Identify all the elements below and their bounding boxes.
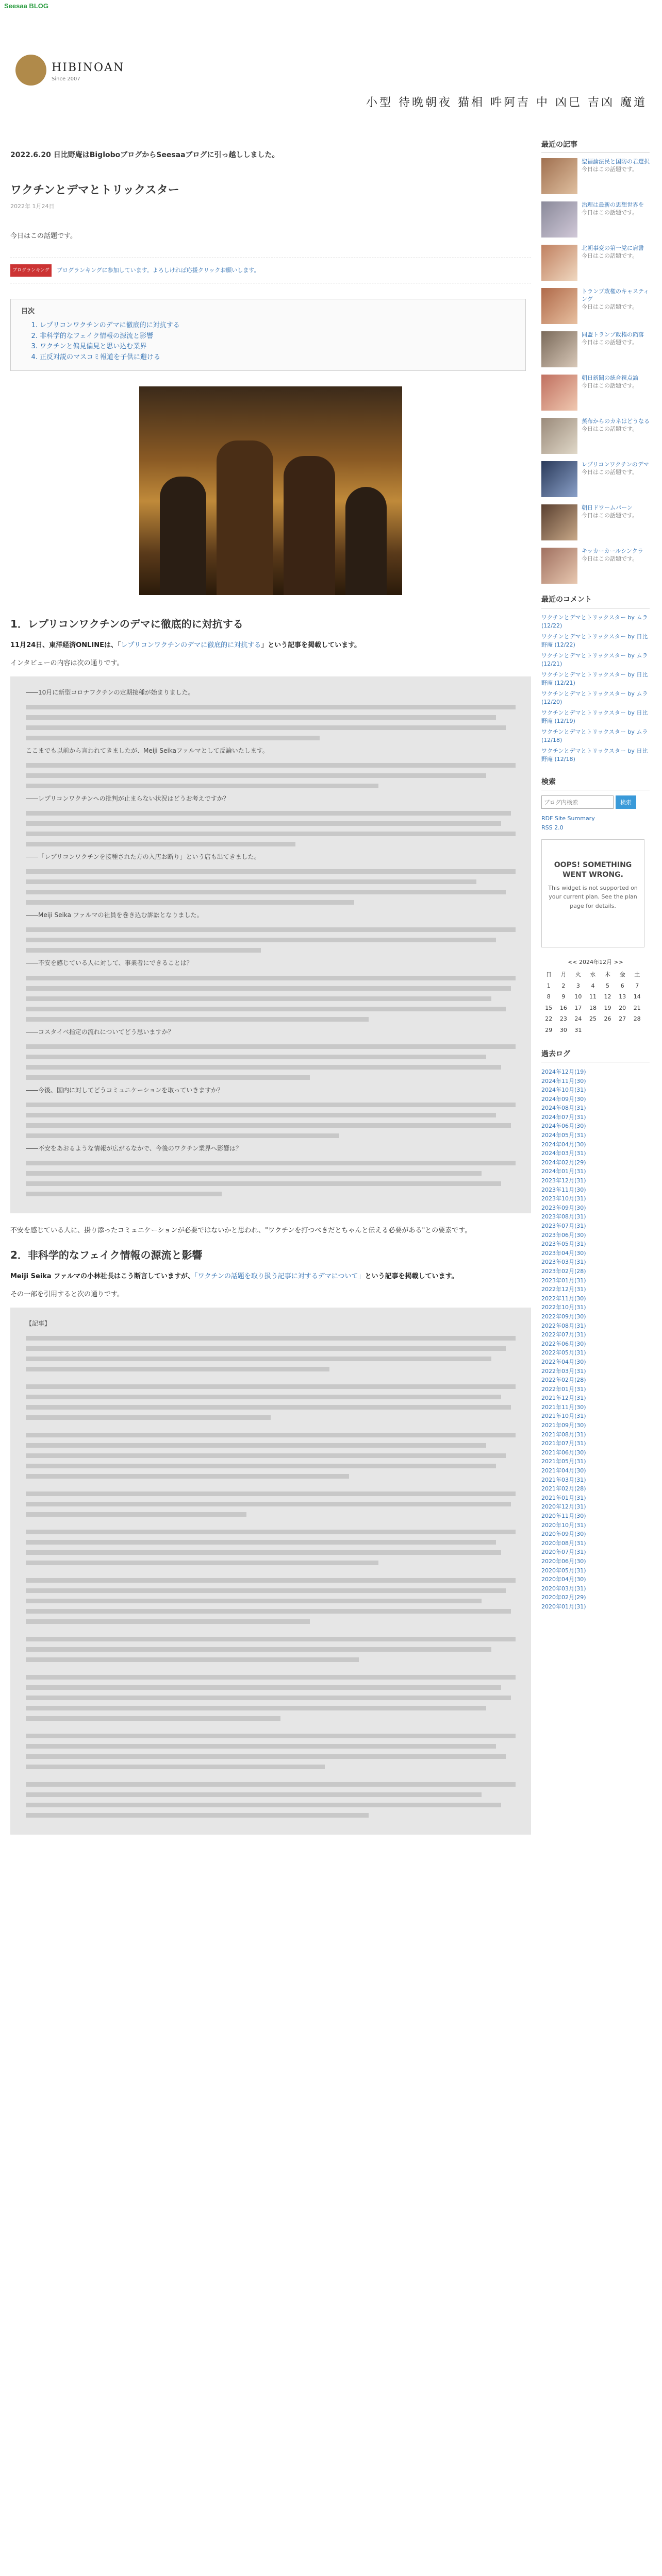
section2-lead2: その一部を引用すると次の通りです。 [10,1290,124,1298]
recent-post-excerpt: 今日はこの話題です。 [582,512,638,519]
seesaa-brand[interactable]: Seesaa BLOG [4,2,48,10]
ranking-banner[interactable] [10,258,531,283]
recent-post[interactable] [541,548,650,584]
toc-item[interactable]: 4. 正反対説のマスコミ報道を子供に避ける [40,352,515,363]
quote-question: ――Meiji Seika ファルマの社員を巻き込む訴訟となりました。 [26,911,203,919]
blog-logo[interactable] [15,53,125,89]
calendar-day[interactable]: 14 [633,993,641,1001]
archive-link[interactable]: 2021年01月(31) [541,1494,586,1501]
calendar-weekday: 土 [634,971,640,978]
section2-article-link[interactable]: 「ワクチンの話題を取り扱う記事に対するデマについて」 [194,1273,365,1281]
recent-post-thumbnail[interactable] [541,288,577,324]
calendar-day[interactable]: 7 [635,982,639,989]
calendar-day [600,1025,615,1036]
recent-comments [541,614,650,764]
search-heading: 検索 [541,776,650,790]
recent-post-title[interactable]: レプリコンワクチンのデマ [582,461,649,468]
archive-link[interactable]: 2022年12月(31) [541,1286,586,1293]
recent-post[interactable] [541,331,650,367]
comment-link[interactable]: ワクチンとデマとトリックスター by ムラ (12/22) [541,614,648,630]
archive-link[interactable]: 2024年04月(30) [541,1141,586,1148]
quote-question: ここまでも以前から言われてきましたが、Meiji Seikaファルマとして反論いたします。 [26,747,269,754]
archive-link[interactable]: 2024年09月(30) [541,1095,586,1103]
archive-link[interactable]: 2023年03月(31) [541,1259,586,1266]
archive-link[interactable]: 2020年09月(30) [541,1531,586,1538]
calendar-day[interactable]: 23 [559,1015,567,1023]
recent-post-title[interactable]: トランプ政権のキャスティング [582,288,649,303]
archive-link[interactable]: 2023年02月(28) [541,1267,586,1275]
archive-link[interactable]: 2023年06月(30) [541,1231,586,1239]
archive-link[interactable]: 2021年04月(30) [541,1467,586,1475]
post-hero-image [139,386,402,595]
calendar-day[interactable]: 1 [547,982,551,989]
comment-link[interactable]: ワクチンとデマとトリックスター by ムラ (12/21) [541,652,648,668]
recent-post[interactable] [541,375,650,411]
archive-link[interactable]: 2021年10月(31) [541,1413,586,1420]
toc-item[interactable]: 3. ワクチンと偏見偏見と思い込む業界 [40,342,515,352]
quote-question: ――不安を感じている人に対して、事業者にできることは？ [26,959,193,967]
archive-link[interactable]: 2020年07月(31) [541,1549,586,1556]
archive-link[interactable]: 2020年05月(31) [541,1567,586,1574]
archive-link[interactable]: 2022年07月(31) [541,1331,586,1338]
section1-lead-prefix: 11月24日、東洋経済ONLINEは、「 [10,641,121,649]
calendar-weekday: 木 [605,971,611,978]
calendar-day[interactable]: 2 [561,982,566,989]
calendar-day [586,1025,601,1036]
archive-link[interactable]: 2022年03月(31) [541,1367,586,1375]
archive-link[interactable]: 2022年04月(30) [541,1358,586,1365]
unsupported-widget [541,839,644,947]
archive-link[interactable]: 2022年02月(28) [541,1377,586,1384]
calendar-day [630,1025,644,1036]
archive-link[interactable]: 2023年04月(30) [541,1249,586,1257]
calendar-day[interactable]: 4 [591,982,595,989]
ranking-text-link[interactable]: ブログランキングに参加しています。よろしければ応援クリックお願いします。 [57,267,260,274]
toc-item[interactable]: 1. レプリコンワクチンのデマに徹底的に対抗する [40,320,515,331]
calendar-weekday: 金 [619,971,625,978]
calendar-day[interactable]: 9 [561,993,566,1001]
blog-header [0,11,662,109]
quote-question: ――今後、国内に対してどうコミュニケーションを取っていきますか？ [26,1086,224,1094]
table-of-contents [10,299,526,371]
quote-question: ――不安をあおるような情報が広がるなかで、今後のワクチン業界へ影響は？ [26,1145,242,1153]
recent-post-excerpt: 今日はこの話題です。 [582,426,638,433]
archive-link[interactable]: 2022年08月(31) [541,1322,586,1329]
archive-list [541,1067,650,1612]
calendar-day[interactable]: 15 [545,1004,553,1011]
archive-link[interactable]: 2022年10月(31) [541,1304,586,1311]
recent-post-excerpt: 今日はこの話題です。 [582,555,638,563]
comment-link[interactable]: ワクチンとデマとトリックスター by 日比野庵 (12/18) [541,747,648,763]
calendar-day[interactable]: 12 [604,993,611,1001]
calendar-weekday: 水 [590,971,596,978]
calendar-day[interactable]: 11 [589,993,597,1001]
calendar-grid [541,969,644,1036]
recent-post[interactable] [541,245,650,281]
archive-link[interactable]: 2021年08月(31) [541,1431,586,1438]
calendar-day[interactable]: 28 [633,1015,641,1023]
archive-link[interactable]: 2020年12月(31) [541,1503,586,1511]
recent-post-thumbnail[interactable] [541,375,577,411]
main-content [10,139,531,1847]
archive-link[interactable]: 2021年09月(30) [541,1422,586,1429]
calendar-day[interactable]: 22 [545,1015,553,1023]
section2-quote [10,1308,531,1835]
recent-post-thumbnail[interactable] [541,158,577,194]
archive-link[interactable]: 2020年11月(30) [541,1513,586,1519]
archive-link[interactable]: 2024年07月(31) [541,1113,586,1121]
calendar-day[interactable]: 3 [576,982,580,989]
recent-post-title[interactable]: 蒸布からのカネはどうなる [582,418,650,425]
logo-mark-icon [15,55,46,86]
migration-notice: 2022.6.20 日比野庵はBigloboブログからSeesaaブログに引っ越ししました。 [10,151,279,159]
recent-post-excerpt: 今日はこの話題です。 [582,469,638,476]
quote-question: ――コスタイベ指定の流れについてどう思いますか？ [26,1028,174,1036]
archive-link[interactable]: 2021年07月(31) [541,1440,586,1447]
calendar-day[interactable]: 8 [547,993,551,1001]
calendar-day[interactable]: 6 [620,982,624,989]
archive-link[interactable]: 2022年06月(30) [541,1340,586,1347]
calendar-day[interactable]: 24 [574,1015,582,1023]
ranking-badge-icon[interactable]: ブログランキング [10,264,52,277]
recent-post-title[interactable]: 朝日ドワームパーン [582,504,633,512]
post-intro: 今日はこの話題です。 [10,232,77,241]
calendar-weekday: 月 [560,971,567,978]
calendar-day[interactable]: 16 [559,1004,567,1011]
post-title[interactable]: ワクチンとデマとトリックスター [10,184,179,197]
archive-link[interactable]: 2023年12月(31) [541,1177,586,1184]
hero-figure-shape [345,487,387,595]
comment-link[interactable]: ワクチンとデマとトリックスター by 日比野庵 (12/21) [541,671,648,687]
calendar-day[interactable]: 18 [589,1004,597,1011]
comment-link[interactable]: ワクチンとデマとトリックスター by ムラ (12/20) [541,690,648,706]
archive-link[interactable]: 2020年02月(29) [541,1594,586,1601]
archive-link[interactable]: 2024年11月(30) [541,1077,586,1084]
calendar-day[interactable]: 30 [559,1026,567,1033]
section2-lead-prefix: Meiji Seika ファルマの小林社長はこう断言していますが、 [10,1273,194,1281]
recent-post-thumbnail[interactable] [541,245,577,281]
calendar-day[interactable]: 17 [574,1004,582,1011]
archive-link[interactable]: 2023年07月(31) [541,1223,586,1229]
recent-post[interactable] [541,288,650,324]
logo-subtitle: Since 2007 [52,76,80,82]
hero-figure-shape [217,440,273,595]
comments-heading: 最近のコメント [541,594,650,608]
section1-article-link[interactable]: レプリコンワクチンのデマに徹底的に対抗する [121,641,261,649]
archive-link[interactable]: 2024年02月(29) [541,1159,586,1166]
blog-search [541,795,650,809]
calendar-day[interactable]: 21 [633,1004,641,1011]
calendar-day[interactable]: 5 [606,982,610,989]
recent-post-thumbnail[interactable] [541,504,577,540]
recent-post-thumbnail[interactable] [541,418,577,454]
calendar-weekday: 日 [545,971,552,978]
archive-link[interactable]: 2023年11月(30) [541,1186,586,1193]
section2-heading: 2．非科学的なフェイク情報の源流と影響 [10,1249,203,1262]
archive-link[interactable]: 2023年08月(31) [541,1213,586,1221]
comment-link[interactable]: ワクチンとデマとトリックスター by 日比野庵 (12/19) [541,709,648,725]
archive-link[interactable]: 2020年10月(31) [541,1521,586,1529]
calendar-day[interactable]: 26 [604,1015,611,1023]
archive-link[interactable]: 2023年05月(31) [541,1241,586,1248]
recent-post[interactable] [541,418,650,454]
archive-link[interactable]: 2020年08月(31) [541,1539,586,1547]
archive-link[interactable]: 2022年09月(30) [541,1313,586,1320]
recent-post-excerpt: 今日はこの話題です。 [582,382,638,389]
recent-post-thumbnail[interactable] [541,331,577,367]
archive-link[interactable]: 2023年01月(31) [541,1277,586,1284]
archive-link[interactable]: 2024年05月(31) [541,1132,586,1139]
calendar-day [615,1025,630,1036]
calendar-day[interactable]: 31 [574,1026,582,1033]
section1-heading: 1．レプリコンワクチンのデマに徹底的に対抗する [10,617,243,630]
recent-post-thumbnail[interactable] [541,548,577,584]
post-date: 2022年 1月24日 [10,202,55,210]
comment-link[interactable]: ワクチンとデマとトリックスター by 日比野庵 (12/22) [541,633,648,649]
hero-figure-shape [284,456,335,595]
section1-lead [10,640,531,651]
calendar-day[interactable]: 27 [619,1015,626,1023]
quote-question: ――「レプリコンワクチンを接種された方の入店お断り」という店も出てきました。 [26,853,260,861]
section1-lead2: インタビューの内容は次の通りです。 [10,659,124,667]
recent-post-title[interactable]: 治理は最新の思想世界を [582,201,644,209]
recent-post[interactable] [541,461,650,497]
archive-link[interactable]: 2020年01月(31) [541,1603,586,1610]
calendar-day[interactable]: 13 [619,993,626,1001]
section2-lead [10,1272,531,1282]
calendar-weekday: 火 [575,971,581,978]
recent-post-title[interactable]: 朝日新聞の統合視点論 [582,375,638,382]
calendar-day[interactable]: 19 [604,1004,611,1011]
rss2-link[interactable]: RSS 2.0 [541,824,564,831]
archive-link[interactable]: 2022年05月(31) [541,1349,586,1357]
recent-post-excerpt: 今日はこの話題です。 [582,339,638,346]
recent-posts-heading: 最近の記事 [541,139,650,153]
section1-after: 不安を感じている人に、掛り添ったコミュニケーションが必要ではないかと思われ、"ワクチンを打つべきだとちゃんと伝える必要がある"との要素です。 [10,1227,472,1235]
recent-post[interactable] [541,158,650,194]
recent-post-thumbnail[interactable] [541,201,577,238]
widget-error-title: OOPS! SOMETHING WENT WRONG. [554,861,632,879]
toc-item[interactable]: 2. 非科学的なフェイク情報の源流と影響 [40,331,515,342]
recent-post-title[interactable]: 同盟トランプ政権の陥落 [582,331,644,338]
calendar-day[interactable]: 25 [589,1015,597,1023]
archive-link[interactable]: 2022年11月(30) [541,1295,586,1302]
section1-lead-suffix: 」という記事を掲載しています。 [261,641,361,649]
recent-post-title[interactable]: 聖福論法民と国防の君選択 [582,158,650,165]
archive-link[interactable]: 2023年10月(31) [541,1195,586,1202]
archive-link[interactable]: 2024年06月(30) [541,1123,586,1130]
archive-link[interactable]: 2020年03月(31) [541,1585,586,1592]
recent-post-excerpt: 今日はこの話題です。 [582,252,638,260]
archive-link[interactable]: 2021年05月(31) [541,1458,586,1465]
archive-link[interactable]: 2021年06月(30) [541,1449,586,1456]
section2-quote-title: 【記事】 [26,1319,51,1327]
quote-question: ――10月に新型コロナワクチンの定期接種が始まりました。 [26,688,194,696]
section2-lead-suffix: という記事を掲載しています。 [365,1273,458,1281]
section1-quote [10,676,531,1214]
archive-link[interactable]: 2021年03月(31) [541,1476,586,1483]
calendar [541,958,650,1036]
logo-text: HIBINOAN [52,61,125,74]
recent-post[interactable] [541,201,650,238]
archive-link[interactable]: 2021年12月(31) [541,1395,586,1402]
recent-post[interactable] [541,504,650,540]
rdf-link[interactable]: RDF Site Summary [541,815,595,822]
archive-link[interactable]: 2023年09月(30) [541,1204,586,1211]
toc-title: 目次 [21,307,35,315]
quote-question: ――レプリコンワクチンへの批判が止まらない状況はどうお考えですか？ [26,794,229,802]
recent-post-title[interactable]: キッカーカールシンクラ [582,548,643,555]
comment-link[interactable]: ワクチンとデマとトリックスター by ムラ (12/18) [541,728,648,744]
archive-link[interactable]: 2021年02月(28) [541,1485,586,1493]
archive-link[interactable]: 2021年11月(30) [541,1403,586,1411]
archive-link[interactable]: 2020年06月(30) [541,1557,586,1565]
archive-heading: 過去ログ [541,1048,650,1062]
archive-link[interactable]: 2024年03月(31) [541,1150,586,1157]
recent-post-excerpt: 今日はこの話題です。 [582,303,638,311]
archive-link[interactable]: 2024年08月(31) [541,1105,586,1112]
calendar-day[interactable]: 20 [619,1004,626,1011]
widget-error-text: This widget is not supported on your current plan. See the plan page for details. [548,884,638,909]
calendar-day[interactable]: 10 [574,993,582,1001]
recent-post-title[interactable]: 北朝事変の第一党に肩書 [582,245,644,252]
recent-post-thumbnail[interactable] [541,461,577,497]
rss-links [541,814,650,832]
hero-figure-shape [160,477,206,595]
search-input[interactable] [541,795,614,809]
header-tagline: 小型 待晩朝夜 猫相 吽阿吉 中 凶巳 吉凶 魔道 [366,96,647,109]
recent-post-excerpt: 今日はこの話題です。 [582,209,638,216]
calendar-day[interactable]: 29 [545,1026,553,1033]
recent-post-excerpt: 今日はこの話題です。 [582,166,638,173]
sidebar [541,139,650,1612]
archive-link[interactable]: 2024年10月(31) [541,1087,586,1094]
archive-link[interactable]: 2024年01月(31) [541,1168,586,1175]
archive-link[interactable]: 2022年01月(31) [541,1385,586,1393]
archive-link[interactable]: 2024年12月(19) [541,1068,586,1075]
calendar-title[interactable]: << 2024年12月 >> [568,959,623,966]
archive-link[interactable]: 2020年04月(30) [541,1576,586,1583]
search-button[interactable]: 検索 [616,795,636,809]
